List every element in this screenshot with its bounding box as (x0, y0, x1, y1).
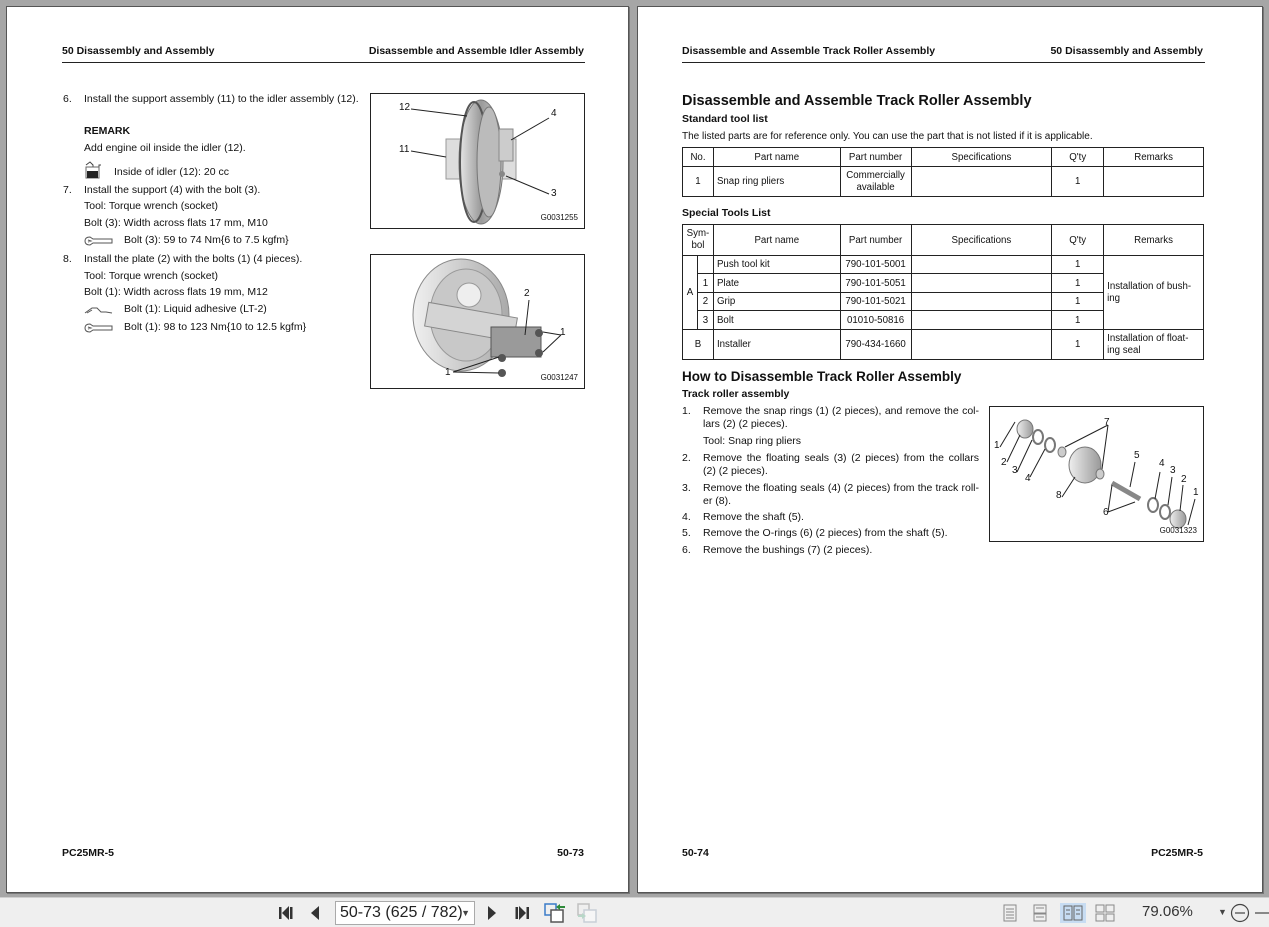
cell-part-name: Push tool kit (713, 256, 840, 274)
column-header: Part number (840, 148, 911, 167)
column-header: Q'ty (1052, 148, 1104, 167)
cell-part-number: 790-434-1660 (840, 330, 911, 360)
step-number: 8. (63, 253, 72, 265)
callout-3: 3 (1012, 465, 1018, 476)
cell-qty: 1 (1052, 330, 1104, 360)
column-header: Q'ty (1052, 225, 1104, 256)
column-header: Remarks (1104, 148, 1204, 167)
step-text: Remove the O-rings (6) (2 pieces) from the shaft (5). (703, 527, 948, 539)
continuous-view-button[interactable] (1030, 903, 1050, 923)
table-row (683, 256, 1204, 274)
cell-sub: 3 (697, 311, 713, 330)
cell-qty: 1 (1052, 293, 1104, 311)
step-text: Remove the floating seals (3) (2 pieces) from the collars (2) (2 pieces). (703, 452, 979, 477)
column-header: Part number (840, 225, 911, 256)
torque-text: Bolt (1): 98 to 123 Nm{10 to 12.5 kgfm} (124, 321, 307, 333)
cell-qty: 1 (1052, 274, 1104, 293)
adhesive-text: Bolt (1): Liquid adhesive (LT-2) (124, 303, 267, 315)
cell-symbol: B (683, 330, 714, 360)
next-view-button[interactable] (576, 903, 600, 923)
callout-1: 1 (994, 440, 1000, 451)
step8-adhesive (84, 303, 267, 316)
cell-sub (697, 256, 713, 274)
footer-page-number: 50-73 (557, 847, 584, 859)
footer-model: PC25MR-5 (1151, 847, 1203, 859)
figure-id: G0031255 (540, 213, 578, 222)
table-header-row (683, 225, 1204, 256)
navigation-toolbar (0, 897, 1269, 927)
cell-part-number: 01010-50816 (840, 311, 911, 330)
plate-bolts-figure (370, 254, 585, 389)
standard-tool-table (682, 147, 1204, 197)
section-title: Disassemble and Assemble Track Roller Assembly (682, 93, 1032, 109)
step-number: 3. (682, 482, 691, 494)
cell-part-number: Commercially available (840, 167, 911, 197)
callout-4: 4 (1159, 458, 1165, 469)
cell-part-number: 790-101-5021 (840, 293, 911, 311)
column-header: Specifications (911, 225, 1052, 256)
callout-8: 8 (1056, 490, 1062, 501)
callout-3: 3 (551, 188, 557, 199)
cell-specifications (911, 330, 1052, 360)
cell-sub: 2 (697, 293, 713, 311)
page-50-74 (637, 6, 1263, 893)
column-header: No. (683, 148, 714, 167)
callout-3: 3 (1170, 465, 1176, 476)
last-page-button[interactable] (512, 903, 532, 923)
step-text: Install the plate (2) with the bolts (1) (4 pieces). (84, 253, 303, 265)
cell-sub: 1 (697, 274, 713, 293)
cell-qty: 1 (1052, 311, 1104, 330)
page-number-selector[interactable] (335, 901, 475, 925)
callout-4: 4 (551, 108, 557, 119)
remark-label: REMARK (84, 125, 131, 137)
step-text: Remove the snap rings (1) (2 pieces), and remove the col-lars (2) (2 pieces). (703, 405, 979, 430)
previous-view-button[interactable] (543, 903, 567, 923)
continuous-icon (1033, 904, 1047, 922)
step-text: Remove the bushings (7) (2 pieces). (703, 544, 873, 556)
cell-remarks: Installation of float-ing seal (1104, 330, 1204, 360)
adhesive-tube-icon (84, 304, 114, 316)
first-page-icon (277, 905, 295, 921)
running-head-left: Disassemble and Assemble Track Roller Assembly (682, 45, 936, 57)
cell-no: 1 (683, 167, 714, 197)
callout-12: 12 (399, 102, 411, 113)
cell-part-number: 790-101-5001 (840, 256, 911, 274)
step-text: Install the support assembly (11) to the idler assembly (12). (84, 93, 359, 105)
next-view-icon (577, 903, 599, 923)
idler-support-figure (370, 93, 585, 229)
table-row (683, 167, 1204, 197)
last-page-icon (513, 905, 531, 921)
step8-tool: Tool: Torque wrench (socket) (84, 270, 219, 282)
track-roller-subheading: Track roller assembly (682, 388, 790, 400)
callout-5: 5 (1134, 450, 1140, 461)
callout-1: 1 (445, 367, 451, 378)
zoom-out-button[interactable] (1229, 903, 1251, 923)
header-rule (62, 62, 585, 63)
running-head-left: 50 Disassembly and Assembly (62, 45, 215, 57)
table-header-row (683, 148, 1204, 167)
cell-part-name: Plate (713, 274, 840, 293)
table-row (683, 330, 1204, 360)
column-header: Part name (713, 148, 840, 167)
cell-qty: 1 (1052, 256, 1104, 274)
standard-tool-heading: Standard tool list (682, 113, 768, 125)
callout-1: 1 (1193, 487, 1199, 498)
step8-torque (84, 321, 306, 334)
step-number: 6. (682, 544, 691, 556)
column-header: Part name (713, 225, 840, 256)
step-number: 5. (682, 527, 691, 539)
single-page-view-button[interactable] (1000, 903, 1020, 923)
step-number: 7. (63, 184, 72, 196)
callout-4: 4 (1025, 473, 1031, 484)
facing-icon (1063, 905, 1083, 921)
step8-bolt: Bolt (1): Width across flats 19 mm, M12 (84, 286, 268, 298)
previous-page-button[interactable] (306, 903, 324, 923)
cell-specifications (911, 311, 1052, 330)
cell-part-name: Bolt (713, 311, 840, 330)
cell-specifications (911, 167, 1052, 197)
step7-tool: Tool: Torque wrench (socket) (84, 200, 219, 212)
zoom-slider[interactable] (1255, 903, 1269, 923)
torque-text: Bolt (3): 59 to 74 Nm{6 to 7.5 kgfm} (124, 234, 289, 246)
callout-1: 1 (560, 327, 566, 338)
next-page-button[interactable] (483, 903, 501, 923)
track-roller-exploded-figure (989, 406, 1204, 542)
continuous-facing-view-button[interactable] (1094, 903, 1116, 923)
continuous-facing-icon (1095, 904, 1115, 922)
cell-symbol: A (683, 256, 698, 330)
cell-qty: 1 (1052, 167, 1104, 197)
next-page-icon (486, 905, 498, 921)
special-tool-heading: Special Tools List (682, 207, 771, 219)
column-header: Remarks (1104, 225, 1204, 256)
callout-2: 2 (1001, 457, 1007, 468)
callout-6: 6 (1103, 507, 1109, 518)
step-number: 6. (63, 93, 72, 105)
running-head-right: 50 Disassembly and Assembly (1050, 45, 1203, 57)
single-page-icon (1003, 904, 1017, 922)
step-text: Remove the shaft (5). (703, 511, 804, 523)
oil-note-text: Inside of idler (12): 20 cc (114, 166, 229, 178)
figure-id: G0031247 (540, 373, 578, 382)
how-to-heading: How to Disassemble Track Roller Assembly (682, 369, 962, 384)
callout-2: 2 (524, 288, 530, 299)
cell-specifications (911, 274, 1052, 293)
idler-plate-illustration (371, 255, 585, 389)
cell-specifications (911, 256, 1052, 274)
torque-wrench-icon (84, 322, 114, 334)
footer-page-number: 50-74 (682, 847, 709, 859)
page-number-value: 50-73 (625 / 782) (340, 904, 463, 921)
chevron-down-icon: ▼ (461, 908, 470, 918)
step-text: Tool: Snap ring pliers (703, 435, 802, 447)
cell-part-name: Snap ring pliers (713, 167, 840, 197)
step-text: Install the support (4) with the bolt (3). (84, 184, 261, 196)
running-head-right: Disassemble and Assemble Idler Assembly (368, 45, 584, 57)
first-page-button[interactable] (276, 903, 296, 923)
cell-part-name: Installer (713, 330, 840, 360)
cell-part-name: Grip (713, 293, 840, 311)
callout-7: 7 (1104, 417, 1110, 428)
step7-bolt: Bolt (3): Width across flats 17 mm, M10 (84, 217, 268, 229)
cell-remarks: Installation of bush-ing (1104, 256, 1204, 330)
step7-torque (84, 234, 289, 247)
standard-tool-note: The listed parts are for reference only. You can use the part that is not listed if it is applicable. (682, 131, 1093, 142)
step-number: 2. (682, 452, 691, 464)
oil-note (84, 160, 229, 179)
previous-page-icon (309, 905, 321, 921)
column-header: Specifications (911, 148, 1052, 167)
remark-text: Add engine oil inside the idler (12). (84, 142, 246, 154)
step-number: 1. (682, 405, 691, 417)
footer-model: PC25MR-5 (62, 847, 114, 859)
callout-11: 11 (399, 144, 410, 155)
zoom-slider-track (1255, 911, 1269, 915)
zoom-level[interactable]: 79.06% (1142, 903, 1193, 920)
header-rule (682, 62, 1205, 63)
cell-remarks (1104, 167, 1204, 197)
page-50-73 (6, 6, 629, 893)
cell-specifications (911, 293, 1052, 311)
torque-wrench-icon (84, 235, 114, 247)
facing-view-button[interactable] (1060, 903, 1086, 923)
step-text: Remove the floating seals (4) (2 pieces) from the track roll-er (8). (703, 482, 979, 507)
oil-can-icon (84, 161, 104, 179)
previous-view-icon (544, 903, 566, 923)
zoom-out-icon (1230, 903, 1250, 923)
figure-id: G0031323 (1159, 526, 1197, 535)
callout-2: 2 (1181, 474, 1187, 485)
step-number: 4. (682, 511, 691, 523)
cell-part-number: 790-101-5051 (840, 274, 911, 293)
column-header: Sym-bol (683, 225, 714, 256)
zoom-dropdown-chevron-icon[interactable]: ▼ (1218, 907, 1227, 917)
special-tool-table (682, 224, 1204, 360)
